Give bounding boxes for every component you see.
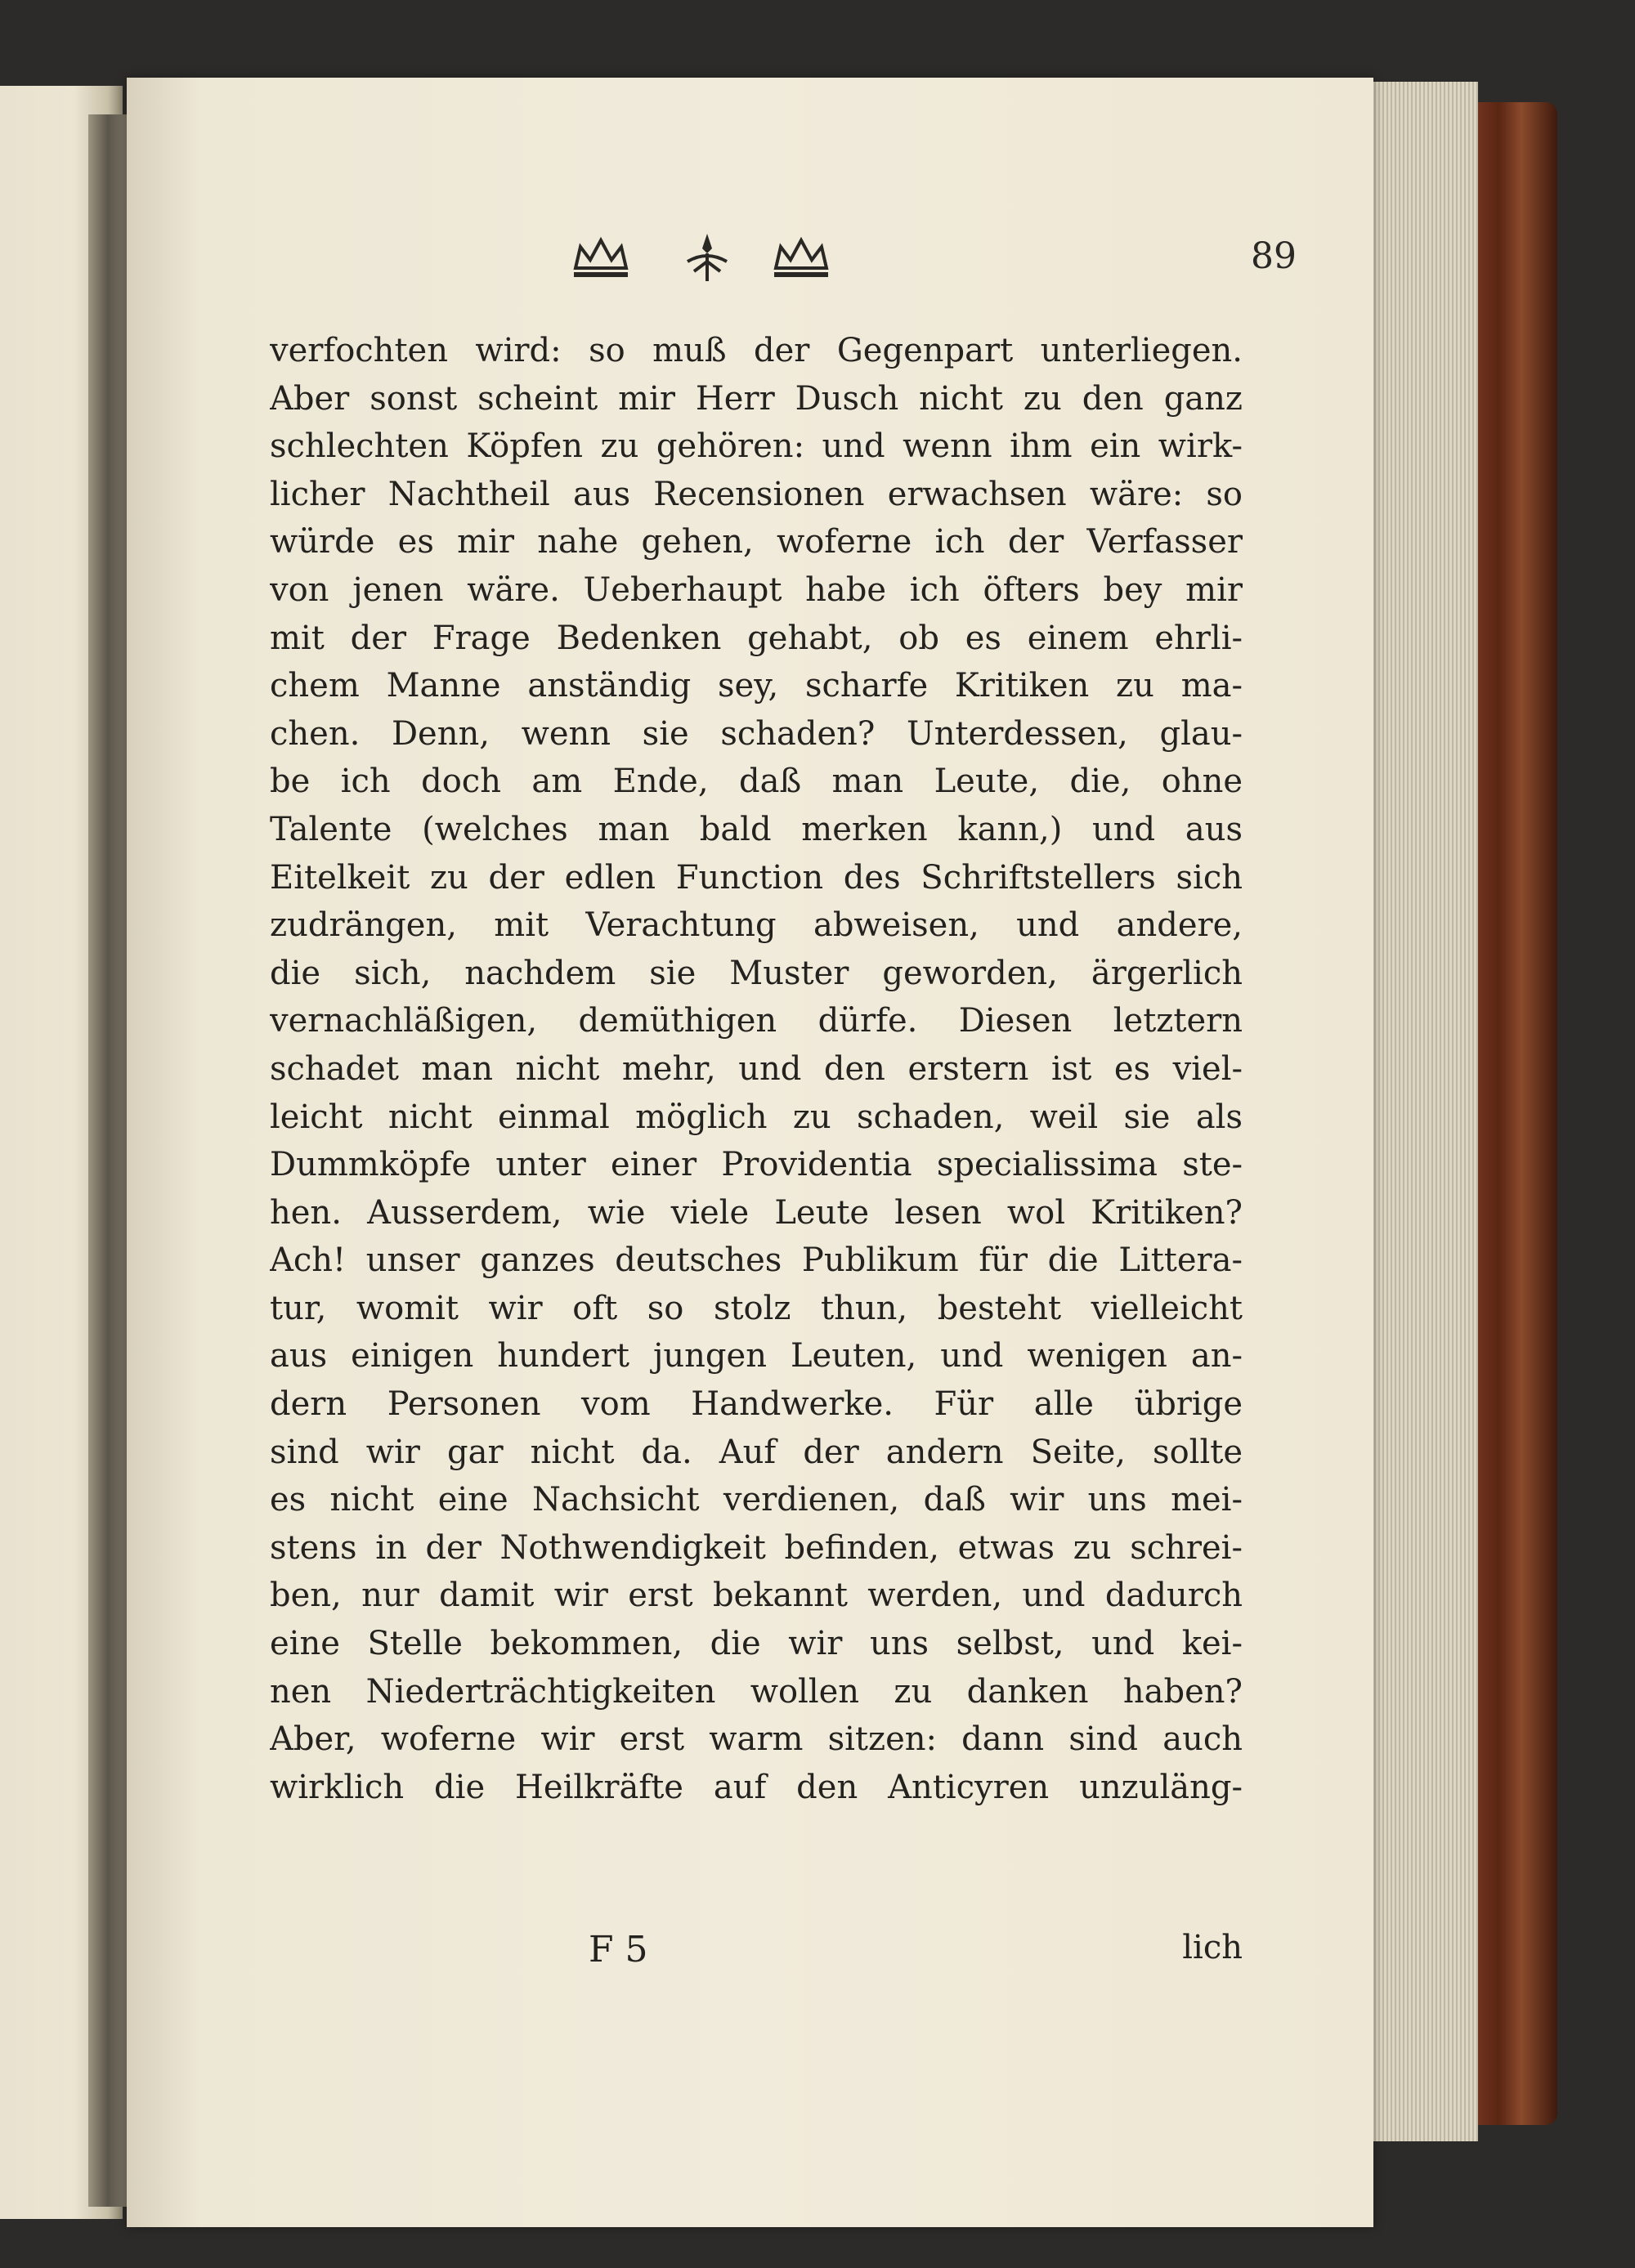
page-footer (270, 1929, 1243, 1986)
text-line: licher Nachtheil aus Recensionen erwachsen wäre: so (270, 475, 1243, 513)
text-line: chem Manne anständig sey, scharfe Kritiken zu ma- (270, 667, 1243, 705)
text-line: chen. Denn, wenn sie schaden? Unterdessen, glau- (270, 714, 1243, 753)
text-line: schlechten Köpfen zu gehören: und wenn ihm ein wirk- (270, 427, 1243, 466)
text-line: sind wir gar nicht da. Auf der andern Seite, sollte (270, 1433, 1243, 1471)
text-line: aus einigen hundert jungen Leuten, und wenigen an- (270, 1337, 1243, 1376)
text-line: hen. Ausserdem, wie viele Leute lesen wol Kritiken? (270, 1193, 1243, 1232)
text-line: Talente (welches man bald merken kann,) und aus (270, 810, 1243, 848)
book-page (127, 78, 1373, 2227)
text-line: dern Personen vom Handwerke. Für alle übrige (270, 1385, 1243, 1424)
text-line: Dummköpfe unter einer Providentia specialissima ste- (270, 1146, 1243, 1184)
text-line: verfochten wird: so muß der Gegenpart unterliegen. (270, 332, 1243, 369)
text-line: die sich, nachdem sie Muster geworden, ärgerlich (270, 954, 1243, 992)
text-line: nen Niederträchtigkeiten wollen zu danken haben? (270, 1672, 1243, 1711)
text-line: Aber sonst scheint mir Herr Dusch nicht zu den ganz (270, 379, 1243, 418)
text-line: stens in der Nothwendigkeit befinden, etwas zu schrei- (270, 1528, 1243, 1567)
body-text (270, 327, 1243, 1811)
catchword: lich (1182, 1929, 1243, 1966)
text-line: Aber, woferne wir erst warm sitzen: dann sind auch (270, 1720, 1243, 1759)
page-header (572, 229, 1341, 302)
text-line: mit der Frage Bedenken gehabt, ob es einem ehrli- (270, 619, 1243, 657)
text-line: be ich doch am Ende, daß man Leute, die, ohne (270, 763, 1243, 801)
text-line: ben, nur damit wir erst bekannt werden, und dadurch (270, 1577, 1243, 1615)
text-line: Ach! unser ganzes deutsches Publikum für die Littera- (270, 1241, 1243, 1280)
floret-ornament-icon (683, 229, 732, 286)
crown-ornament-icon (572, 229, 629, 286)
page-stack-edges (1364, 82, 1478, 2141)
crown-ornament-icon (773, 229, 830, 286)
text-line: von jenen wäre. Ueberhaupt habe ich öfters bey mir (270, 570, 1243, 609)
text-line: Eitelkeit zu der edlen Function des Schriftstellers sich (270, 858, 1243, 897)
text-line: tur, womit wir oft so stolz thun, besteht vielleicht (270, 1289, 1243, 1327)
text-line: zudrängen, mit Verachtung abweisen, und andere, (270, 906, 1243, 945)
text-line: würde es mir nahe gehen, woferne ich der Verfasser (270, 523, 1243, 561)
book-cover-edge (1467, 102, 1557, 2125)
text-line: vernachläßigen, demüthigen dürfe. Diesen letztern (270, 1002, 1243, 1040)
signature-mark: F 5 (589, 1929, 648, 1971)
text-line: eine Stelle bekommen, die wir uns selbst, und kei- (270, 1625, 1243, 1663)
text-line: schadet man nicht mehr, und den erstern ist es viel- (270, 1049, 1243, 1088)
text-line: leicht nicht einmal möglich zu schaden, weil sie als (270, 1098, 1243, 1136)
page-number: 89 (1251, 235, 1297, 277)
text-line: wirklich die Heilkräfte auf den Anticyren unzuläng- (270, 1768, 1243, 1806)
text-line: es nicht eine Nachsicht verdienen, daß wir uns mei- (270, 1481, 1243, 1519)
